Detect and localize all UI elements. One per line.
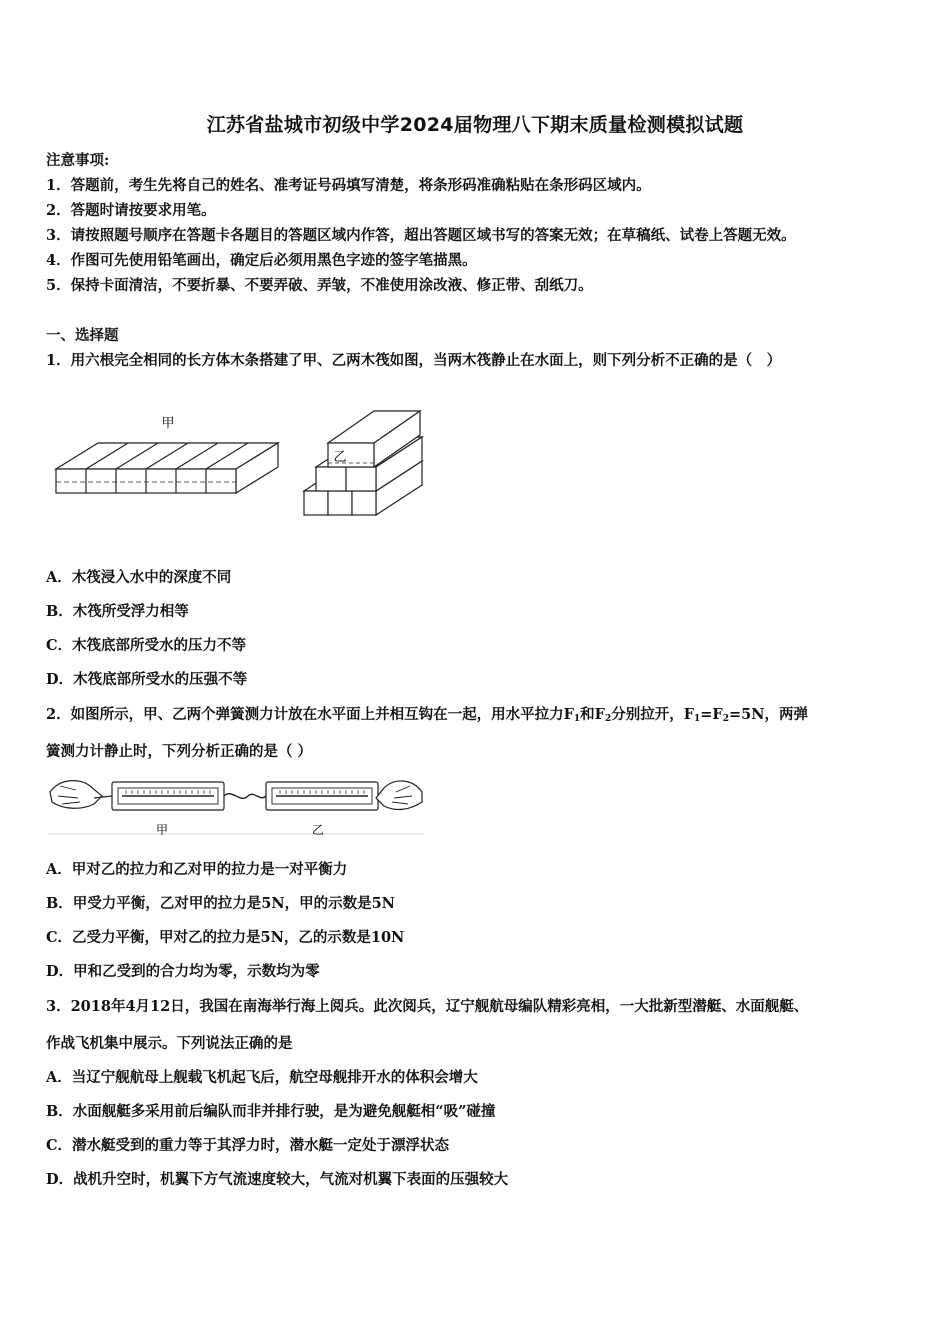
scale-label-jia: 甲 bbox=[155, 823, 169, 837]
notice-heading: 注意事项: bbox=[46, 152, 110, 169]
page-title: 江苏省盐城市初级中学2024届物理八下期末质量检测模拟试题 bbox=[206, 114, 744, 136]
q3-option-c: C．潜水艇受到的重力等于其浮力时，潜水艇一定处于漂浮状态 bbox=[46, 1137, 450, 1154]
q2-stem: 2．如图所示，甲、乙两个弹簧测力计放在水平面上并相互钩在一起，用水平拉力$F_1$和$F_2$分别拉开，$F_1=F_2=5N$，两弹 bbox=[46, 706, 808, 724]
q3-stem-line2: 作战飞机集中展示。下列说法正确的是 bbox=[46, 1035, 293, 1052]
scale-label-yi: 乙 bbox=[311, 823, 325, 837]
q2-option-c: C．乙受力平衡，甲对乙的拉力是5N，乙的示数是10N bbox=[46, 929, 405, 946]
raft-label-yi: 乙 bbox=[333, 450, 347, 465]
q2-option-d: D．甲和乙受到的合力均为零，示数均为零 bbox=[46, 963, 320, 980]
q1-option-d: D．木筏底部所受水的压强不等 bbox=[46, 671, 248, 688]
notice-item: 5．保持卡面清洁，不要折暴、不要弄破、弄皱，不准使用涂改液、修正带、刮纸刀。 bbox=[46, 277, 593, 294]
q1-stem: 1．用六根完全相同的长方体木条搭建了甲、乙两木筏如图，当两木筏静止在水面上，则下列分析不正确的是（ ） bbox=[46, 352, 782, 369]
q3-option-b: B．水面舰艇多采用前后编队而非并排行驶，是为避免舰艇相“吸”碰撞 bbox=[46, 1103, 496, 1120]
q1-option-b: B．木筏所受浮力相等 bbox=[46, 603, 189, 620]
raft-label-jia: 甲 bbox=[161, 416, 175, 431]
q3-stem: 3．2018年4月12日，我国在南海举行海上阅兵。此次阅兵，辽宁舰航母编队精彩亮相，一大批新型潜艇、水面舰艇、 bbox=[46, 998, 809, 1015]
q2-option-a: A．甲对乙的拉力和乙对甲的拉力是一对平衡力 bbox=[46, 861, 348, 878]
q3-option-d: D．战机升空时，机翼下方气流速度较大，气流对机翼下表面的压强较大 bbox=[46, 1171, 509, 1188]
notice-item: 2．答题时请按要求用笔。 bbox=[46, 202, 216, 219]
notice-item: 4．作图可先使用铅笔画出，确定后必须用黑色字迹的签字笔描黑。 bbox=[46, 252, 477, 269]
q1-raft-figure bbox=[50, 405, 460, 525]
section-heading: 一、选择题 bbox=[46, 327, 119, 344]
q1-option-c: C．木筏底部所受水的压力不等 bbox=[46, 637, 247, 654]
q2-option-b: B．甲受力平衡，乙对甲的拉力是5N，甲的示数是5N bbox=[46, 895, 395, 912]
q2-spring-scale-figure bbox=[46, 770, 426, 842]
q1-option-a: A．木筏浸入水中的深度不同 bbox=[46, 569, 232, 586]
notice-item: 3．请按照题号顺序在答题卡各题目的答题区域内作答，超出答题区域书写的答案无效；在草稿纸、试卷上答题无效。 bbox=[46, 227, 796, 244]
q2-stem-line2: 簧测力计静止时，下列分析正确的是（ ） bbox=[46, 743, 313, 760]
notice-item: 1．答题前，考生先将自己的姓名、准考证号码填写清楚，将条形码准确粘贴在条形码区域内。 bbox=[46, 177, 651, 194]
q3-option-a: A．当辽宁舰航母上舰载飞机起飞后，航空母舰排开水的体积会增大 bbox=[46, 1069, 478, 1086]
